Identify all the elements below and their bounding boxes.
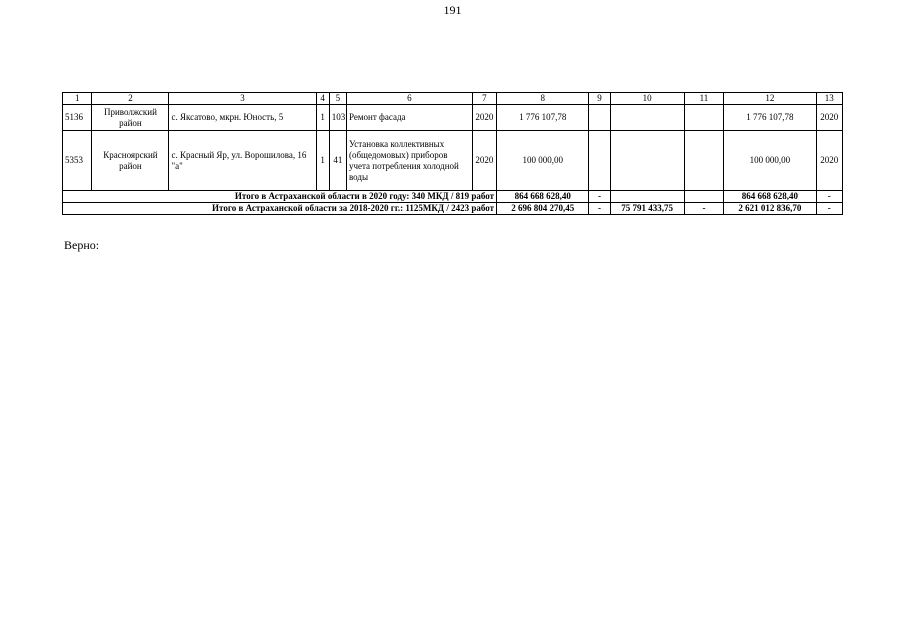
total-col12-cell: 864 668 628,40 (724, 191, 816, 203)
total-col9-cell: - (589, 191, 610, 203)
total-amount-cell: 2 696 804 270,45 (497, 203, 589, 215)
col4-cell: 1 (316, 131, 329, 191)
column-header: 11 (684, 93, 724, 105)
column-header: 1 (63, 93, 92, 105)
registry-table (62, 92, 843, 215)
address-cell: с. Яксатово, мкрн. Юность, 5 (169, 105, 316, 131)
row-id: 5353 (63, 131, 92, 191)
total-row-2018-2020 (63, 203, 843, 215)
total-col10-cell (610, 191, 684, 203)
total-label: Итого в Астраханской области за 2018-2020 гг.: 1125МКД / 2423 работ (63, 203, 497, 215)
total-row-2020 (63, 191, 843, 203)
col11-cell (684, 131, 724, 191)
year-cell: 2020 (472, 105, 496, 131)
col4-cell: 1 (316, 105, 329, 131)
verified-label: Верно: (64, 238, 100, 252)
col11-cell (684, 105, 724, 131)
col12-cell: 100 000,00 (724, 131, 816, 191)
total-col10-cell: 75 791 433,75 (610, 203, 684, 215)
table-row (63, 131, 843, 191)
table-row (63, 105, 843, 131)
column-header: 10 (610, 93, 684, 105)
col12-cell: 1 776 107,78 (724, 105, 816, 131)
district-cell: Красноярский район (92, 131, 169, 191)
total-col13-cell: - (816, 203, 842, 215)
row-id: 5136 (63, 105, 92, 131)
district-cell: Приволжский район (92, 105, 169, 131)
year-cell: 2020 (472, 131, 496, 191)
col5-cell: 103 (329, 105, 346, 131)
column-header: 13 (816, 93, 842, 105)
col13-cell: 2020 (816, 105, 842, 131)
total-label: Итого в Астраханской области в 2020 году: 340 МКД / 819 работ (63, 191, 497, 203)
total-col11-cell (684, 191, 724, 203)
work-type-cell: Ремонт фасада (346, 105, 472, 131)
column-header: 12 (724, 93, 816, 105)
total-amount-cell: 864 668 628,40 (497, 191, 589, 203)
address-cell: с. Красный Яр, ул. Ворошилова, 16 "а" (169, 131, 316, 191)
amount-cell: 100 000,00 (497, 131, 589, 191)
col9-cell (589, 105, 610, 131)
column-header: 6 (346, 93, 472, 105)
total-col12-cell: 2 621 012 836,70 (724, 203, 816, 215)
header-row (63, 93, 843, 105)
column-header: 9 (589, 93, 610, 105)
column-header: 2 (92, 93, 169, 105)
page-number: 191 (443, 3, 462, 17)
col9-cell (589, 131, 610, 191)
col10-cell (610, 105, 684, 131)
col13-cell: 2020 (816, 131, 842, 191)
col5-cell: 41 (329, 131, 346, 191)
col10-cell (610, 131, 684, 191)
column-header: 8 (497, 93, 589, 105)
work-type-cell: Установка коллективных (общедомовых) приборов учета потребления холодной воды (346, 131, 472, 191)
column-header: 7 (472, 93, 496, 105)
column-header: 3 (169, 93, 316, 105)
total-col11-cell: - (684, 203, 724, 215)
total-col13-cell: - (816, 191, 842, 203)
total-col9-cell: - (589, 203, 610, 215)
column-header: 5 (329, 93, 346, 105)
amount-cell: 1 776 107,78 (497, 105, 589, 131)
column-header: 4 (316, 93, 329, 105)
